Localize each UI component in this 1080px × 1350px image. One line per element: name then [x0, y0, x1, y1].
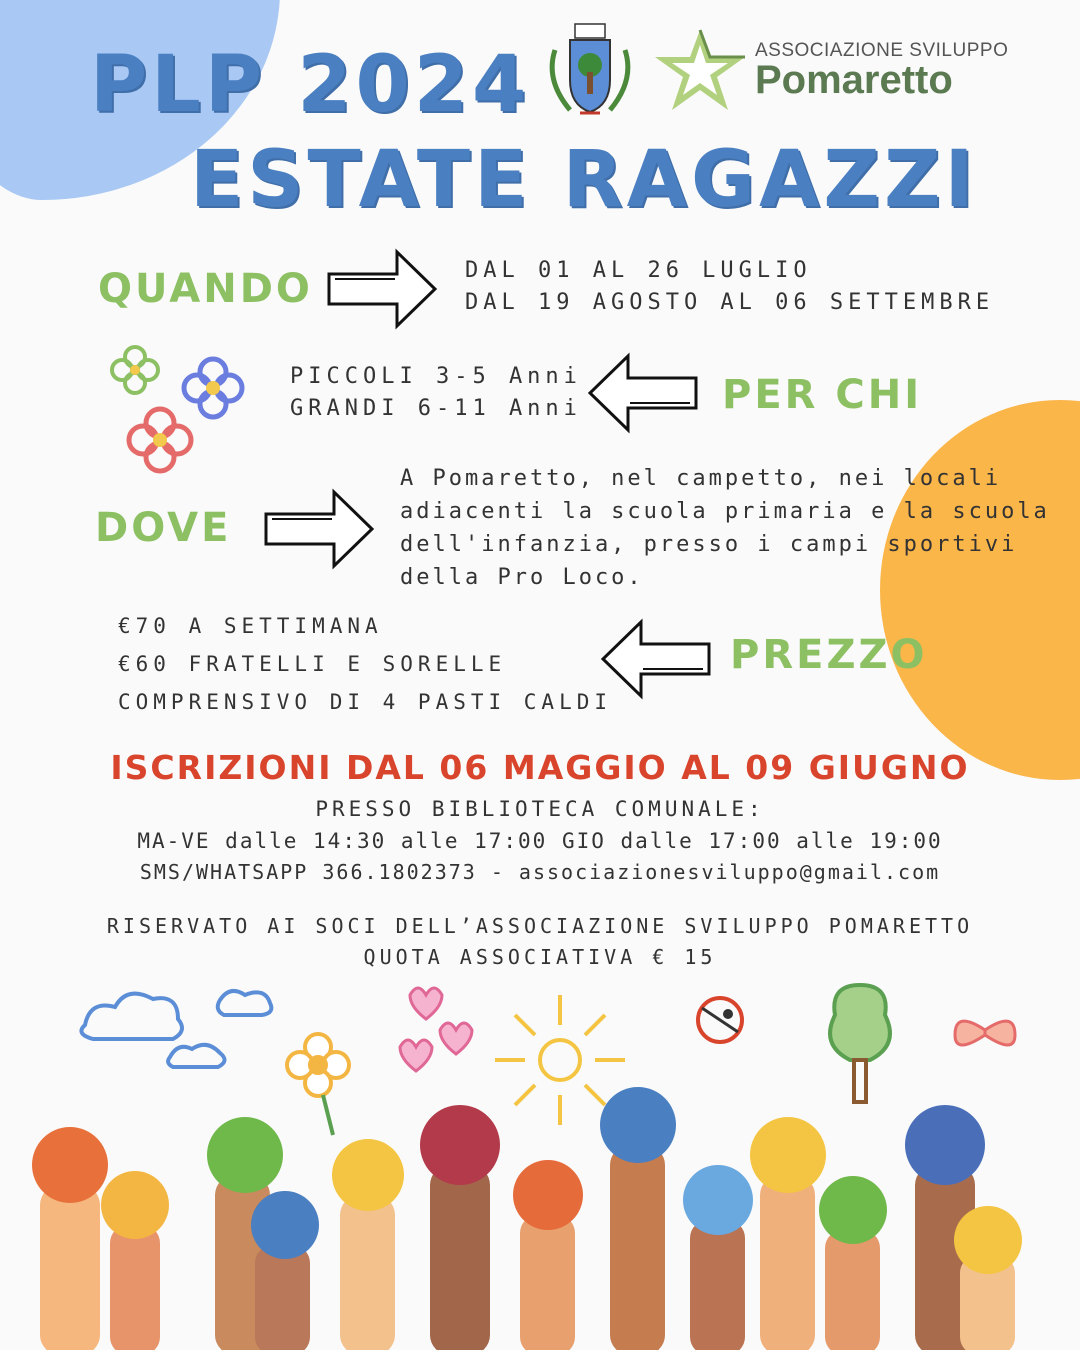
prezzo-label: PREZZO: [730, 632, 928, 678]
per-chi-line-2: GRANDI 6-11 Anni: [290, 396, 582, 421]
quando-line-1: DAL 01 AL 26 LUGLIO: [465, 258, 812, 283]
dove-label: DOVE: [95, 505, 232, 551]
iscrizioni-line-3: SMS/WHATSAPP 366.1802373 - associazionesviluppo@gmail.com: [139, 860, 941, 884]
prezzo-line-2: €60 FRATELLI E SORELLE: [118, 652, 507, 676]
per-chi-line-1: PICCOLI 3-5 Anni: [290, 364, 582, 389]
prezzo-line-3: COMPRENSIVO DI 4 PASTI CALDI: [118, 690, 613, 714]
dove-line-4: della Pro Loco.: [400, 565, 644, 590]
arrow-left-icon: [598, 618, 713, 700]
arrow-right-icon: [262, 488, 377, 570]
iscrizioni-line-2: MA-VE dalle 14:30 alle 17:00 GIO dalle 17:00 alle 19:00: [137, 829, 943, 853]
dove-line-1: A Pomaretto, nel campetto, nei locali: [400, 466, 1002, 491]
title-line-1: PLP 2024: [90, 40, 531, 130]
per-chi-label: PER CHI: [722, 372, 923, 418]
flowers-drawing-icon: [105, 340, 255, 480]
quando-label: QUANDO: [98, 266, 313, 312]
coat-of-arms-icon: [540, 20, 640, 120]
prezzo-line-1: €70 A SETTIMANA: [118, 614, 383, 638]
association-label: ASSOCIAZIONE SVILUPPO: [755, 40, 1009, 61]
arrow-right-icon: [325, 248, 440, 330]
orange-blob: [880, 400, 1080, 780]
footer-line-2: QUOTA ASSOCIATIVA € 15: [363, 945, 717, 969]
iscrizioni-line-1: PRESSO BIBLIOTECA COMUNALE:: [315, 797, 765, 821]
association-name: Pomaretto: [755, 58, 953, 102]
dove-line-3: dell'infanzia, presso i campi sportivi: [400, 532, 1018, 557]
association-star-logo-icon: [650, 25, 750, 115]
footer-line-1: RISERVATO AI SOCI DELL’ASSOCIAZIONE SVILUPPO POMARETTO: [106, 914, 974, 938]
dove-line-2: adiacenti la scuola primaria e la scuola: [400, 499, 1050, 524]
arrow-left-icon: [585, 352, 700, 434]
quando-line-2: DAL 19 AGOSTO AL 06 SETTEMBRE: [465, 290, 995, 315]
title-line-2: ESTATE RAGAZZI: [190, 135, 978, 225]
iscrizioni-title: ISCRIZIONI DAL 06 MAGGIO AL 09 GIUGNO: [110, 748, 970, 787]
doodles-illustration-icon: [0, 975, 1080, 1350]
